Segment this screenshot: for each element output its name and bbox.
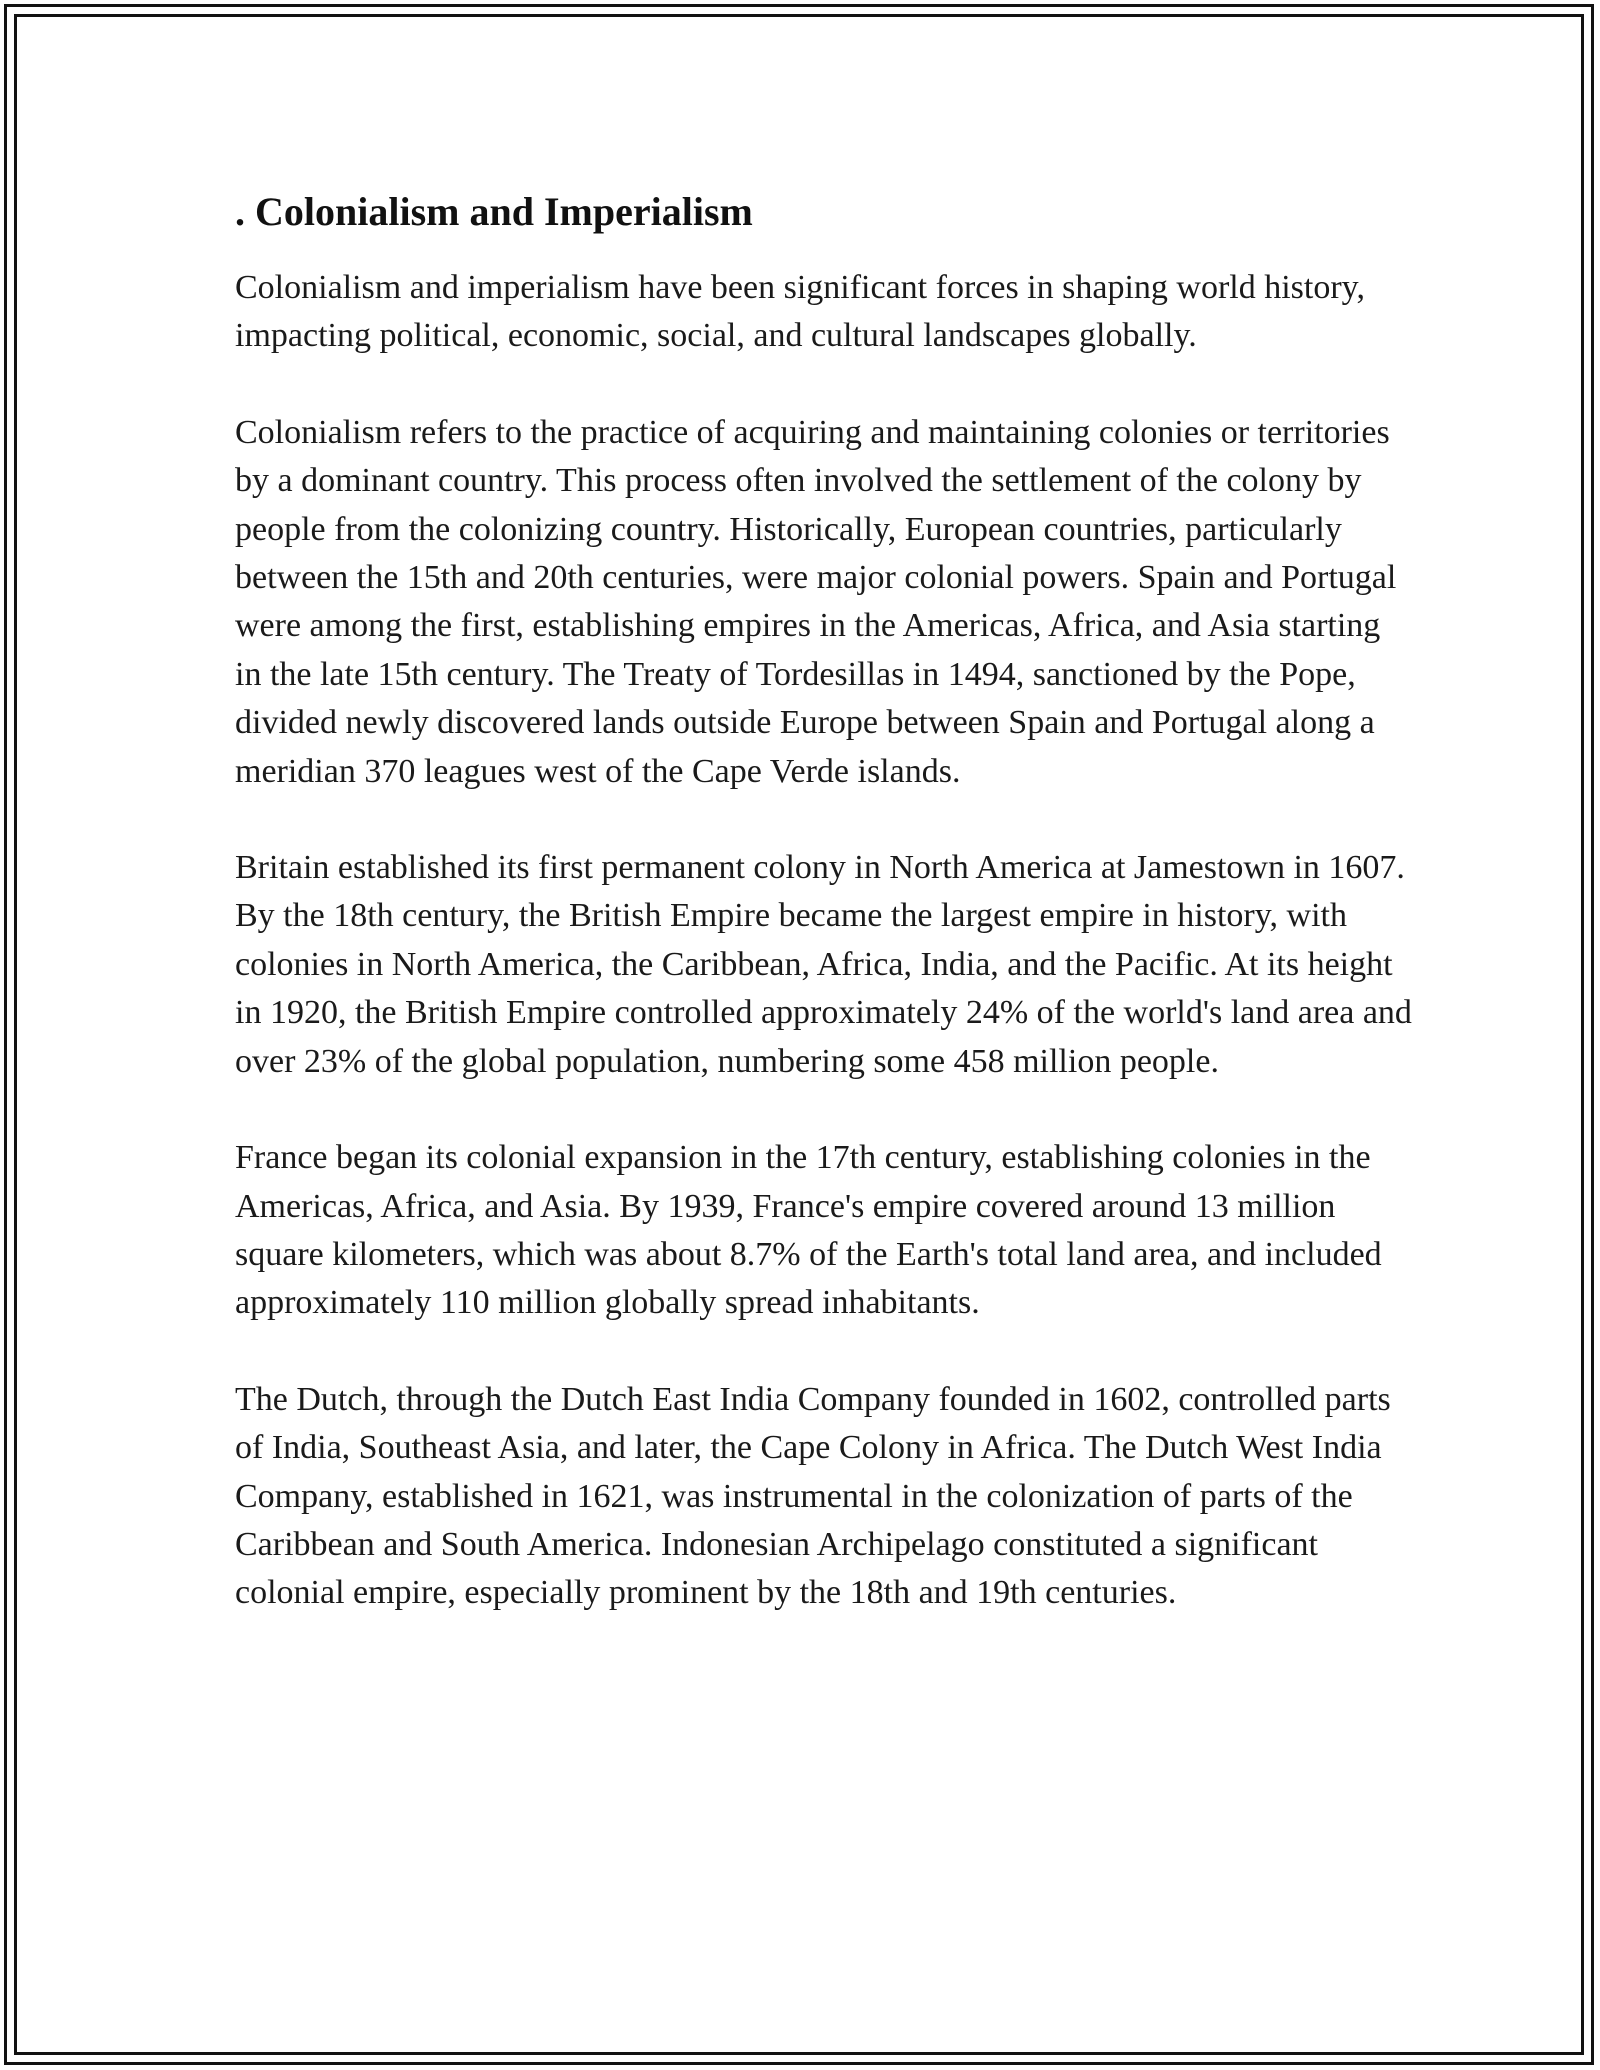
paragraph-intro: Colonialism and imperialism have been significant forces in shaping world history, impacting political, economic, social, and cultural landscapes globally.	[235, 269, 1365, 355]
paragraph-dutch: The Dutch, through the Dutch East India Company founded in 1602, controlled parts of India, Southeast Asia, and later, the Cape Colony in Africa. The Dutch West India Company, established in 1621, was instrumental in the colonization of parts of the Caribbean and South America. Indonesian Archipelago constituted a significant colonial empire, especially prominent by the 18th and 19th centuries.	[235, 1380, 1391, 1612]
paragraph-britain: Britain established its first permanent colony in North America at Jamestown in 1607. By the 18th century, the British Empire became the largest empire in history, with colonies in North America, the Caribbean, Africa, India, and the Pacific. At its height in 1920, the British Empire controlled approximately 24% of the world's land area and over 23% of the global population, numbering some 458 million people.	[235, 849, 1412, 1080]
document-body	[235, 186, 1415, 1666]
paragraph-colonialism-definition: Colonialism refers to the practice of acquiring and maintaining colonies or territories by a dominant country. This process often involved the settlement of the colony by people from the colonizing country. Historically, European countries, particularly between the 15th and 20th centuries, were major colonial powers. Spain and Portugal were among the first, establishing empires in the Americas, Africa, and Asia starting in the late 15th century. The Treaty of Tordesillas in 1494, sanctioned by the Pope, divided newly discovered lands outside Europe between Spain and Portugal along a meridian 370 leagues west of the Cape Verde islands.	[235, 413, 1397, 790]
paragraph-france: France began its colonial expansion in the 17th century, establishing colonies in the Americas, Africa, and Asia. By 1939, France's empire covered around 13 million square kilometers, which was about 8.7% of the Earth's total land area, and included approximately 110 million globally spread inhabitants.	[235, 1139, 1382, 1322]
section-heading: . Colonialism and Imperialism	[235, 189, 753, 234]
